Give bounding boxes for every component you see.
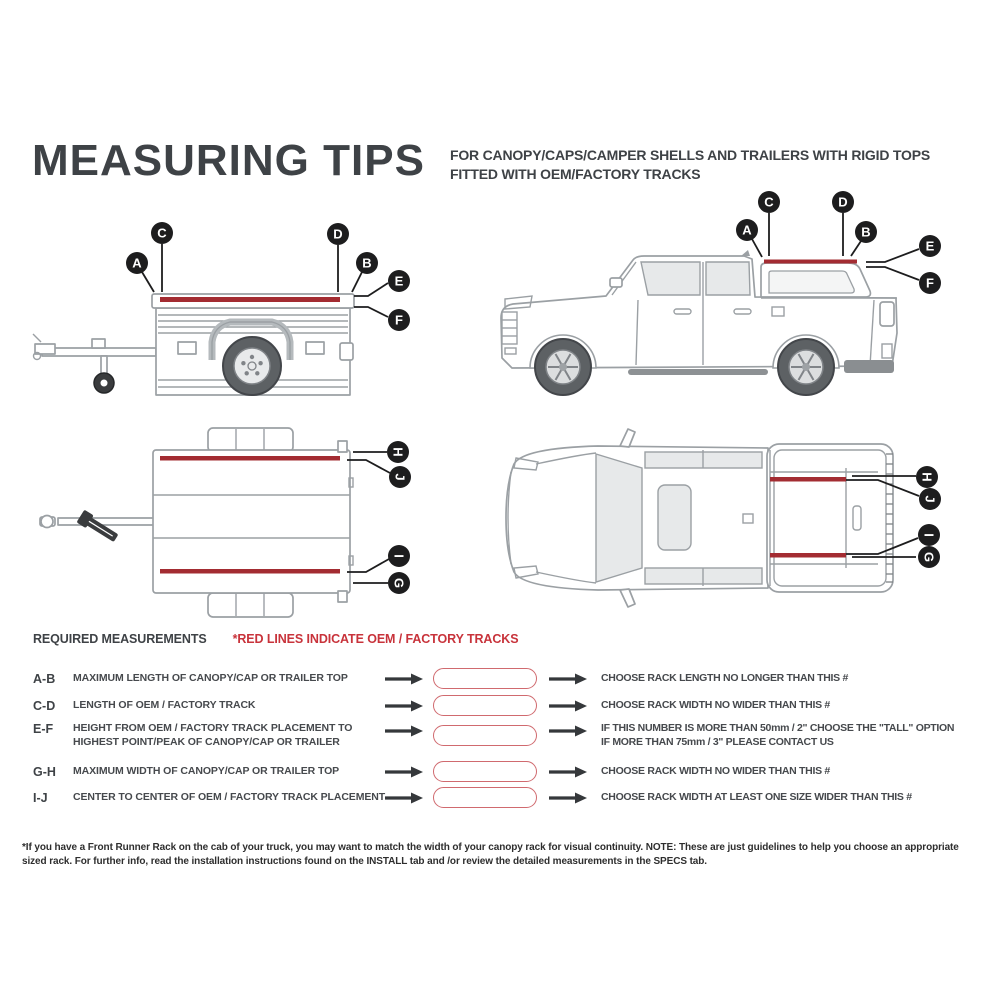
tail-light bbox=[880, 302, 894, 326]
trailer-top-view-diagram bbox=[30, 420, 430, 625]
arrow-icon bbox=[385, 725, 423, 737]
row-label: CENTER TO CENTER OF OEM / FACTORY TRACK PLACEMENT bbox=[73, 790, 386, 803]
front-wheel bbox=[535, 339, 591, 395]
oem-track-line-top bbox=[770, 477, 846, 482]
svg-text:G: G bbox=[921, 551, 937, 563]
trailer-wheel bbox=[223, 337, 281, 395]
label-badge-b bbox=[855, 221, 877, 243]
sunroof bbox=[658, 485, 691, 550]
page-title: MEASURING TIPS bbox=[32, 136, 425, 185]
measurement-input-field bbox=[433, 761, 537, 782]
svg-text:B: B bbox=[861, 224, 871, 240]
measurements-heading-row bbox=[33, 632, 518, 646]
row-label: MAXIMUM LENGTH OF CANOPY/CAP OR TRAILER TOP bbox=[73, 671, 348, 684]
row-code: E-F bbox=[33, 722, 54, 736]
svg-text:J: J bbox=[922, 495, 938, 503]
label-badge-e bbox=[388, 270, 410, 292]
svg-text:B: B bbox=[362, 255, 372, 271]
label-badge-d bbox=[327, 223, 349, 245]
antenna bbox=[741, 250, 750, 256]
row-code: I-J bbox=[33, 790, 48, 805]
svg-text:J: J bbox=[392, 473, 408, 481]
measurement-input-field bbox=[433, 787, 537, 808]
oem-track-line bbox=[160, 297, 340, 302]
svg-text:C: C bbox=[764, 194, 774, 210]
row-code: G-H bbox=[33, 764, 56, 779]
row-code: A-B bbox=[33, 671, 56, 686]
measurement-row-ef bbox=[33, 722, 983, 749]
label-badge-i bbox=[918, 524, 940, 546]
red-lines-legend: *RED LINES INDICATE OEM / FACTORY TRACKS bbox=[232, 632, 519, 646]
corner-bracket-bottom bbox=[338, 591, 347, 602]
arrow-icon bbox=[385, 792, 423, 804]
canopy-window bbox=[769, 271, 854, 293]
canopy-top bbox=[767, 444, 893, 592]
label-badge-e bbox=[919, 235, 941, 257]
trailer-tongue bbox=[58, 518, 154, 525]
svg-text:A: A bbox=[132, 255, 142, 271]
label-badge-f bbox=[919, 272, 941, 294]
row-label-line-2: HIGHEST POINT/PEAK OF CANOPY/CAP OR TRAILER bbox=[73, 735, 340, 748]
svg-text:H: H bbox=[919, 472, 935, 482]
label-badge-a bbox=[126, 252, 148, 274]
label-badge-c bbox=[151, 222, 173, 244]
arrow-icon bbox=[549, 792, 587, 804]
arrow-icon bbox=[385, 700, 423, 712]
measurement-row-ab bbox=[33, 668, 983, 689]
rear-bumper bbox=[844, 360, 894, 373]
trailer-side-view-diagram bbox=[30, 210, 430, 415]
fender-bottom bbox=[208, 593, 293, 617]
arrow-icon bbox=[549, 700, 587, 712]
footnote: *If you have a Front Runner Rack on the cab of your truck, you may want to match the width of your canopy rack for visual continuity. NOTE: These are just guidelines to help you choose an appropriate sized rack. For further info, read the installation instructions found on the INSTALL tab and /or review the detailed measurements in the SPECS tab. bbox=[22, 842, 959, 867]
svg-text:E: E bbox=[394, 273, 404, 289]
row-instruction: CHOOSE RACK LENGTH NO LONGER THAN THIS # bbox=[601, 671, 849, 684]
fender-top bbox=[208, 428, 293, 452]
svg-text:I: I bbox=[391, 554, 407, 558]
svg-text:F: F bbox=[926, 275, 934, 291]
oem-track-line-bottom bbox=[770, 553, 846, 558]
running-board bbox=[628, 369, 768, 375]
label-badge-j bbox=[389, 466, 411, 488]
measurement-row-gh bbox=[33, 761, 983, 782]
latch-left bbox=[178, 342, 196, 354]
arrow-icon bbox=[549, 725, 587, 737]
windshield bbox=[596, 454, 642, 582]
arrow-icon bbox=[549, 673, 587, 685]
svg-text:C: C bbox=[157, 225, 167, 241]
arrow-icon bbox=[549, 766, 587, 778]
row-label: LENGTH OF OEM / FACTORY TRACK bbox=[73, 698, 256, 711]
front-door-window bbox=[641, 262, 700, 295]
mirror-left bbox=[620, 429, 635, 447]
oem-track-line bbox=[764, 260, 857, 264]
row-instruction-line-1: IF THIS NUMBER IS MORE THAN 50mm / 2" CHOOSE THE "TALL" OPTION bbox=[601, 722, 955, 734]
measurement-input-field bbox=[433, 668, 537, 689]
svg-text:D: D bbox=[838, 194, 848, 210]
row-instruction: CHOOSE RACK WIDTH NO WIDER THAN THIS # bbox=[601, 698, 830, 711]
measurement-row-ij bbox=[33, 787, 983, 808]
label-badge-h bbox=[387, 441, 409, 463]
svg-text:E: E bbox=[925, 238, 935, 254]
label-badge-f bbox=[388, 309, 410, 331]
row-instruction: CHOOSE RACK WIDTH AT LEAST ONE SIZE WIDER THAN THIS # bbox=[601, 790, 912, 803]
label-badge-d bbox=[832, 191, 854, 213]
oem-track-line-bottom bbox=[160, 569, 340, 574]
label-badge-g bbox=[918, 546, 940, 568]
rear-wheel bbox=[778, 339, 834, 395]
svg-text:D: D bbox=[333, 226, 343, 242]
row-label: MAXIMUM WIDTH OF CANOPY/CAP OR TRAILER TOP bbox=[73, 764, 340, 777]
subtitle-line-1: FOR CANOPY/CAPS/CAMPER SHELLS AND TRAILERS WITH RIGID TOPS bbox=[450, 147, 930, 163]
side-mirror bbox=[610, 278, 622, 287]
mirror-right bbox=[620, 589, 635, 607]
label-badge-a bbox=[736, 219, 758, 241]
svg-text:I: I bbox=[921, 533, 937, 537]
rear-door-window bbox=[706, 262, 750, 295]
svg-text:G: G bbox=[391, 577, 407, 589]
truck-top-view-diagram bbox=[478, 420, 968, 620]
truck-side-view-diagram bbox=[478, 190, 968, 415]
trailer-drawbar bbox=[42, 348, 156, 356]
arrow-icon bbox=[385, 766, 423, 778]
tail-lamp bbox=[340, 343, 353, 360]
measurements-heading: REQUIRED MEASUREMENTS bbox=[33, 632, 207, 646]
page-subtitle bbox=[450, 146, 930, 184]
jack-handle bbox=[76, 510, 120, 545]
row-instruction: CHOOSE RACK WIDTH NO WIDER THAN THIS # bbox=[601, 764, 830, 777]
oem-track-line-top bbox=[160, 456, 340, 461]
corner-bracket-top bbox=[338, 441, 347, 452]
label-badge-j bbox=[919, 488, 941, 510]
label-badge-h bbox=[916, 466, 938, 488]
measurement-input-field bbox=[433, 695, 537, 716]
label-badge-c bbox=[758, 191, 780, 213]
row-code: C-D bbox=[33, 698, 56, 713]
label-badge-i bbox=[388, 545, 410, 567]
measurement-input-field bbox=[433, 725, 537, 746]
latch-right bbox=[306, 342, 324, 354]
subtitle-line-2: FITTED WITH OEM/FACTORY TRACKS bbox=[450, 166, 701, 182]
arrow-icon bbox=[385, 673, 423, 685]
measurement-row-cd bbox=[33, 695, 983, 716]
label-badge-b bbox=[356, 252, 378, 274]
svg-text:A: A bbox=[742, 222, 752, 238]
svg-text:H: H bbox=[390, 447, 406, 457]
row-instruction-line-2: IF MORE THAN 75mm / 3" PLEASE CONTACT US bbox=[601, 735, 834, 748]
row-label-line-1: HEIGHT FROM OEM / FACTORY TRACK PLACEMENT TO bbox=[73, 722, 353, 734]
svg-text:F: F bbox=[395, 312, 403, 328]
label-badge-g bbox=[388, 572, 410, 594]
